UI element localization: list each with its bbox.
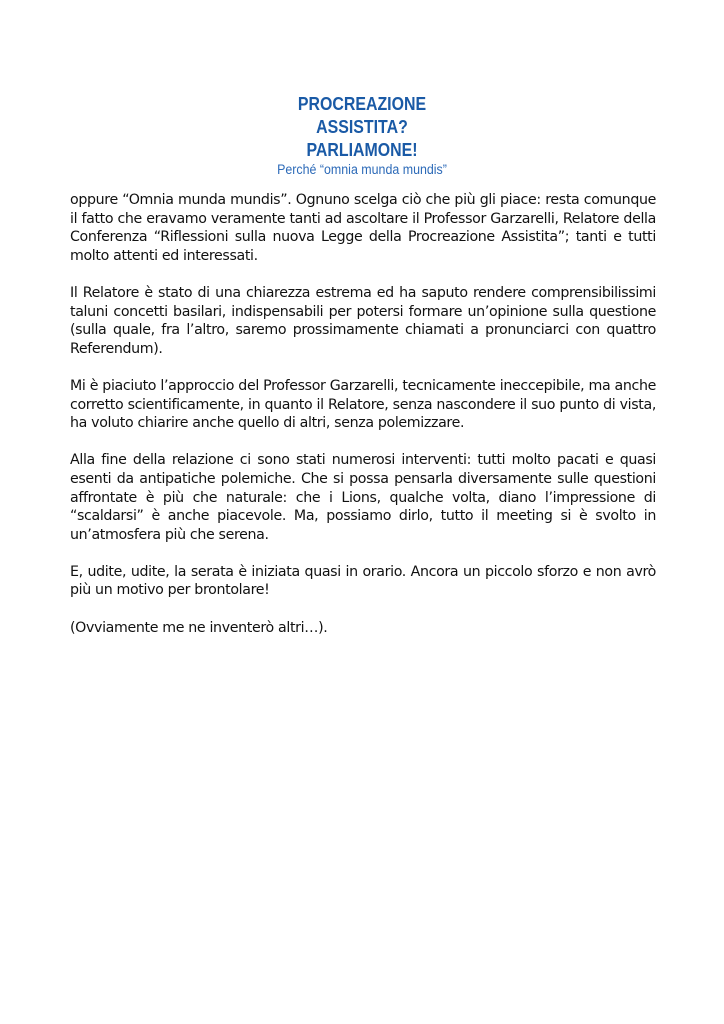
title-line-2: ASSISTITA?	[316, 116, 408, 137]
paragraph-3: Mi è piaciuto l’approccio del Professor Garzarelli, tecnicamente ineccepibile, ma anche corretto scientificamente, in quanto il Relatore, senza nascondere il suo punto di vista, ha voluto chiarire anche quello di altri, senza polemizzare.	[70, 377, 656, 432]
article-subtitle: Perché “omnia munda mundis”	[277, 162, 447, 177]
paragraph-2: Il Relatore è stato di una chiarezza estrema ed ha saputo rendere comprensibilissimi taluni concetti basilari, indispensabili per potersi formare un’opinione sulla questione (sulla quale, fra l’altro, saremo prossimamente chiamati a pronunciarci con quattro Referendum).	[70, 284, 656, 357]
paragraph-4: Alla fine della relazione ci sono stati numerosi interventi: tutti molto pacati e quasi esenti da antipatiche polemiche. Che si possa pensarla diversamente sulle questioni affrontate è più che naturale: che i Lions, qualche volta, diano l’impressione di “scaldarsi” è anche piacevole. Ma, possiamo dirlo, tutto il meeting si è svolto in un’atmosfera più che serena.	[70, 452, 656, 543]
paragraph-6: (Ovviamente me ne inventerò altri…).	[70, 619, 328, 636]
title-line-3: PARLIAMONE!	[306, 139, 418, 160]
article-body	[70, 191, 656, 656]
title-line-1: PROCREAZIONE	[297, 93, 427, 114]
paragraph-5: E, udite, udite, la serata è iniziata quasi in orario. Ancora un piccolo sforzo e non avrò più un motivo per brontolare!	[70, 563, 656, 599]
paragraph-1: oppure “Omnia munda mundis”. Ognuno scelga ciò che più gli piace: resta comunque il fatto che eravamo veramente tanti ad ascoltare il Professor Garzarelli, Relatore della Conferenza “Riflessioni sulla nuova Legge della Procreazione Assistita”; tanti e tutti molto attenti ed interessati.	[70, 192, 656, 264]
article-header	[0, 92, 724, 179]
